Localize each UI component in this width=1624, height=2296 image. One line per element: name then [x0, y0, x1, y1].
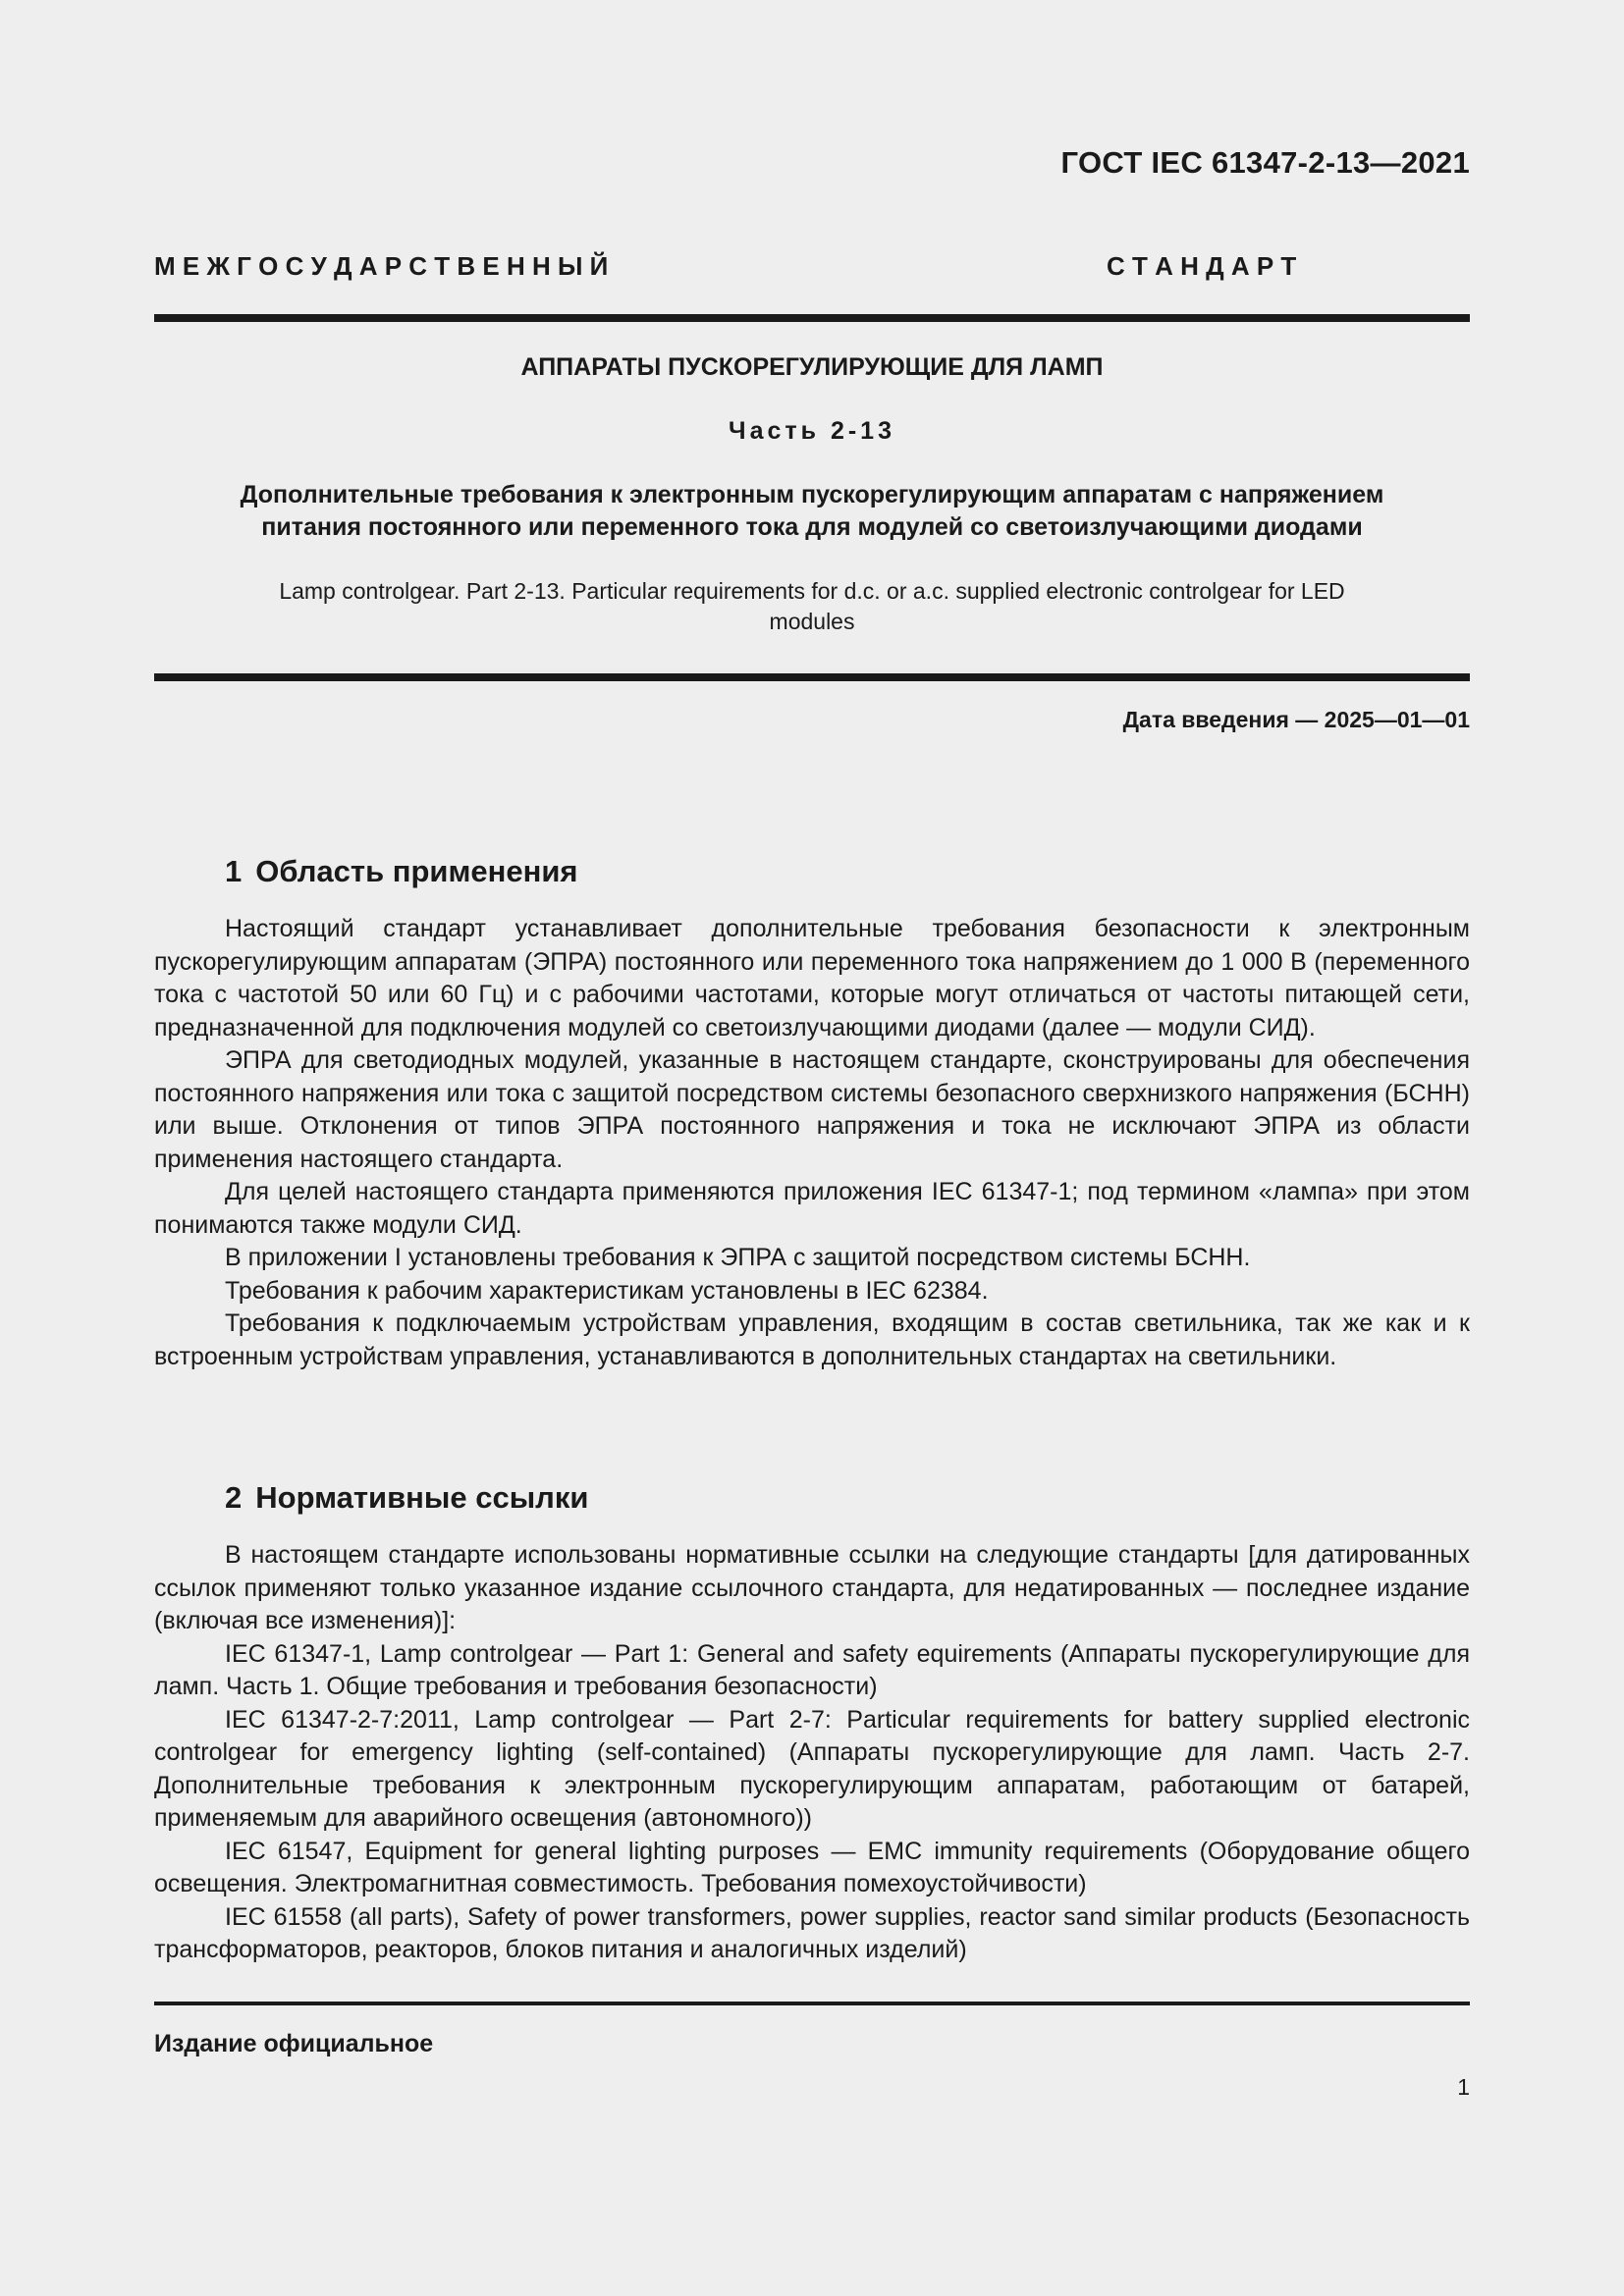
standard-word: С Т А Н Д А Р Т	[1107, 251, 1297, 281]
section-heading-references	[225, 1480, 588, 1516]
interstate-standard-banner	[154, 251, 1470, 282]
document-title: АППАРАТЫ ПУСКОРЕГУЛИРУЮЩИЕ ДЛЯ ЛАМП	[520, 353, 1104, 381]
interstate-word: М Е Ж Г О С У Д А Р С Т В Е Н Н Ы Й	[154, 251, 609, 281]
subtitle-line: Дополнительные требования к электронным пускорегулирующим аппаратам с напряжением	[240, 481, 1384, 508]
paragraph: Настоящий стандарт устанавливает дополнительные требования безопасности к электронным пускорегулирующим аппаратам (ЭПРА) постоянного или переменного тока напряжением до 1 000 В (переменного тока с частотой 50 или 60 Гц) и с рабочими частотами, которые могут отличаться от частоты питающей сети, предназначенной для подключения модулей со светоизлучающими диодами (далее — модули СИД).	[154, 915, 1470, 1041]
introduction-date: Дата введения — 2025—01—01	[1122, 707, 1470, 732]
paragraph: Требования к рабочим характеристикам установлены в IEC 62384.	[225, 1276, 989, 1305]
section-title: Нормативные ссылки	[255, 1480, 589, 1515]
paragraph: В приложении I установлены требования к ЭПРА с защитой посредством системы БСНН.	[225, 1244, 1251, 1271]
official-edition-label: Издание официальное	[154, 2030, 434, 2057]
section-heading-scope	[225, 854, 578, 889]
paragraph: Для целей настоящего стандарта применяются приложения IEC 61347-1; под термином «лампа» при этом понимаются также модули СИД.	[154, 1178, 1470, 1239]
section-body-scope	[154, 913, 1470, 1373]
title-divider	[154, 673, 1470, 681]
part-title: Часть 2-13	[729, 417, 895, 445]
paragraph: ЭПРА для светодиодных модулей, указанные в настоящем стандарте, сконструированы для обеспечения постоянного напряжения или тока с защитой посредством системы безопасного сверхнизкого напряжения (БСНН) или выше. Отклонения от типов ЭПРА постоянного напряжения и тока не исключают ЭПРА из области применения настоящего стандарта.	[154, 1046, 1470, 1173]
document-subtitle	[154, 479, 1470, 544]
footer-divider	[154, 2002, 1470, 2005]
reference-entry: IEC 61558 (all parts), Safety of power transformers, power supplies, reactor sand similar products (Безопасность трансформаторов, реакторов, блоков питания и аналогичных изделий)	[154, 1902, 1470, 1963]
subtitle-line: питания постоянного или переменного тока для модулей со светоизлучающими диодами	[261, 513, 1363, 541]
section-number: 1	[225, 854, 243, 888]
paragraph: В настоящем стандарте использованы нормативные ссылки на следующие стандарты [для датированных ссылок применяют только указанное издание ссылочного стандарта, для недатированных — последнее издание (включая все изменения)]:	[154, 1541, 1470, 1634]
reference-entry: IEC 61347-2-7:2011, Lamp controlgear — Part 2-7: Particular requirements for battery supplied electronic controlgear for emergency lighting (self-contained) (Аппараты пускорегулирующие для ламп. Часть 2-7. Дополнительные требования к электронным пускорегулирующим аппаратам, работающим от батарей, применяемым для аварийного освещения (автономного))	[154, 1705, 1470, 1832]
page-number: 1	[1457, 2074, 1470, 2100]
top-divider	[154, 314, 1470, 322]
english-title-line: modules	[769, 609, 855, 634]
english-title-line: Lamp controlgear. Part 2-13. Particular requirements for d.c. or a.c. supplied electronic controlgear for LED	[279, 578, 1345, 604]
paragraph: Требования к подключаемым устройствам управления, входящим в состав светильника, так же как и к встроенным устройствам управления, устанавливаются в дополнительных стандартах на светильники.	[154, 1309, 1470, 1370]
section-number: 2	[225, 1480, 243, 1515]
english-title	[154, 576, 1470, 637]
section-body-references	[154, 1539, 1470, 1967]
reference-entry: IEC 61347-1, Lamp controlgear — Part 1: General and safety equirements (Аппараты пускорегулирующие для ламп. Часть 1. Общие требования и требования безопасности)	[154, 1639, 1470, 1700]
section-title: Область применения	[255, 854, 578, 888]
standard-number: ГОСТ IEC 61347-2-13—2021	[1060, 145, 1470, 180]
reference-entry: IEC 61547, Equipment for general lighting purposes — EMC immunity requirements (Оборудование общего освещения. Электромагнитная совместимость. Требования помехоустойчивости)	[154, 1837, 1470, 1897]
